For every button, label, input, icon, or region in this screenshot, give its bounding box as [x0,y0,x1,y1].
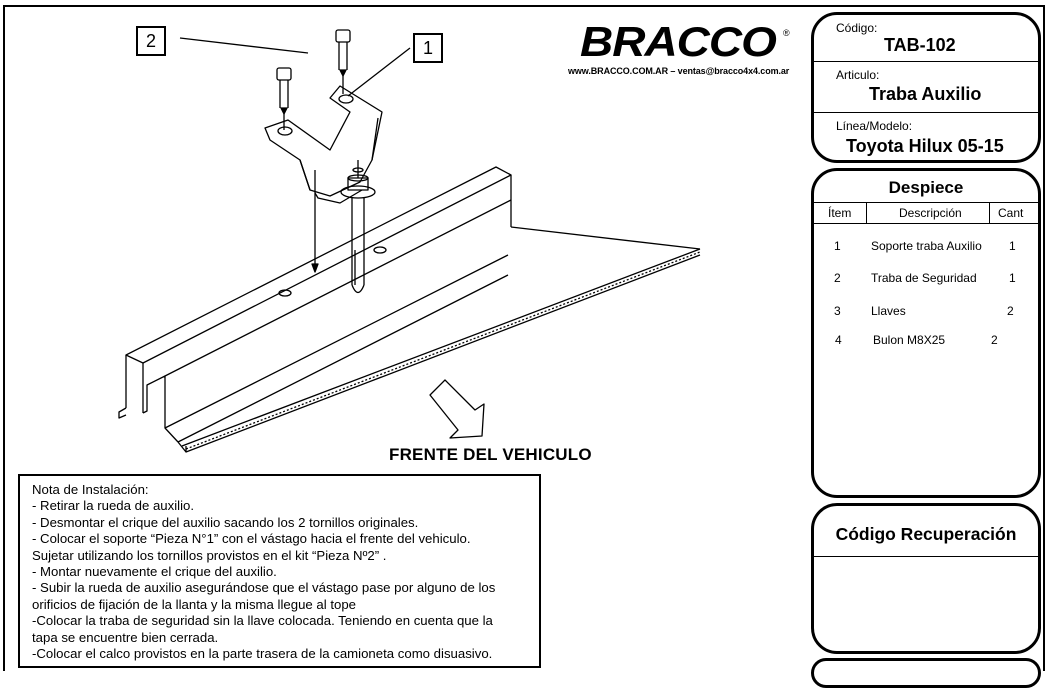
installation-notes [18,474,541,668]
support-bracket [265,86,382,293]
registered-mark: ® [783,28,790,38]
parts-list-panel [811,168,1041,498]
note-line: -Colocar la traba de seguridad sin la llave colocada. Teniendo en cuenta que la [32,613,493,629]
row-cant: 1 [1009,239,1016,253]
divider [814,223,1038,224]
parts-row [814,304,1038,320]
callout-2-leader [180,38,308,53]
row-cant: 2 [1007,304,1014,318]
note-line: - Colocar el soporte “Pieza N°1” con el vástago hacia el frente del vehiculo. [32,531,471,547]
front-direction-arrow [430,380,484,438]
next-panel-edge [811,658,1041,688]
bracco-logo [580,18,792,66]
chassis-rail [119,167,700,452]
row-descripcion: Traba de Seguridad [871,271,977,285]
articulo-label: Articulo: [836,68,880,82]
divider [814,112,1038,113]
recovery-code-panel [811,503,1041,654]
note-line: -Colocar el calco provistos en la parte trasera de la camioneta como disuasivo. [32,646,493,662]
articulo-value: Traba Auxilio [869,84,982,104]
header-descripcion: Descripción [899,206,962,220]
callout-2-label: 2 [145,30,156,51]
row-descripcion: Bulon M8X25 [873,333,946,347]
divider [814,61,1038,62]
row-descripcion: Soporte traba Auxilio [871,239,982,253]
codigo-value: TAB-102 [884,35,956,55]
bolt-m8-right [336,30,350,94]
product-info-panel [811,12,1041,163]
callout-1-label: 1 [422,37,433,58]
header-cant: Cant [998,206,1024,220]
logo-text: BRACCO [580,18,776,66]
divider [866,203,867,223]
parts-row [814,239,1038,255]
note-line: tapa se encuentre bien cerrada. [32,629,219,645]
note-line: - Subir la rueda de auxilio asegurándose que el vástago pase por alguno de los [32,580,496,596]
parts-list-title: Despiece [888,178,964,197]
linea-label: Línea/Modelo: [836,119,913,133]
note-line: - Desmontar el crique del auxilio sacando los 2 tornillos originales. [32,514,419,530]
divider [814,202,1038,203]
note-line: - Montar nuevamente el crique del auxilio. [32,564,277,580]
note-line: orificios de fijación de la llanta y la misma llegue al tope [32,596,356,612]
parts-row [814,271,1038,287]
website-email-line: www.BRACCO.COM.AR – ventas@bracco4x4.com.ar [568,66,790,76]
row-item: 3 [834,304,841,318]
note-line: Sujetar utilizando los tornillos provistos en el kit “Pieza Nº2” . [32,547,387,563]
callout-1-leader [348,48,410,96]
note-line: Nota de Instalación: [32,482,149,497]
row-cant: 1 [1009,271,1016,285]
header-item: Ítem [828,206,852,220]
parts-row [814,333,1038,349]
codigo-label: Código: [836,21,878,35]
row-item: 2 [834,271,841,285]
row-item: 1 [834,239,841,253]
callout-2 [136,26,166,56]
linea-value: Toyota Hilux 05-15 [846,136,1004,156]
row-descripcion: Llaves [871,304,906,318]
divider [814,556,1038,557]
divider [989,203,990,223]
front-of-vehicle-label: FRENTE DEL VEHICULO [389,445,592,464]
row-cant: 2 [991,333,998,347]
row-item: 4 [835,333,842,347]
note-line: - Retirar la rueda de auxilio. [32,498,194,514]
recovery-code-title: Código Recuperación [835,524,1017,544]
callout-1 [413,33,443,63]
